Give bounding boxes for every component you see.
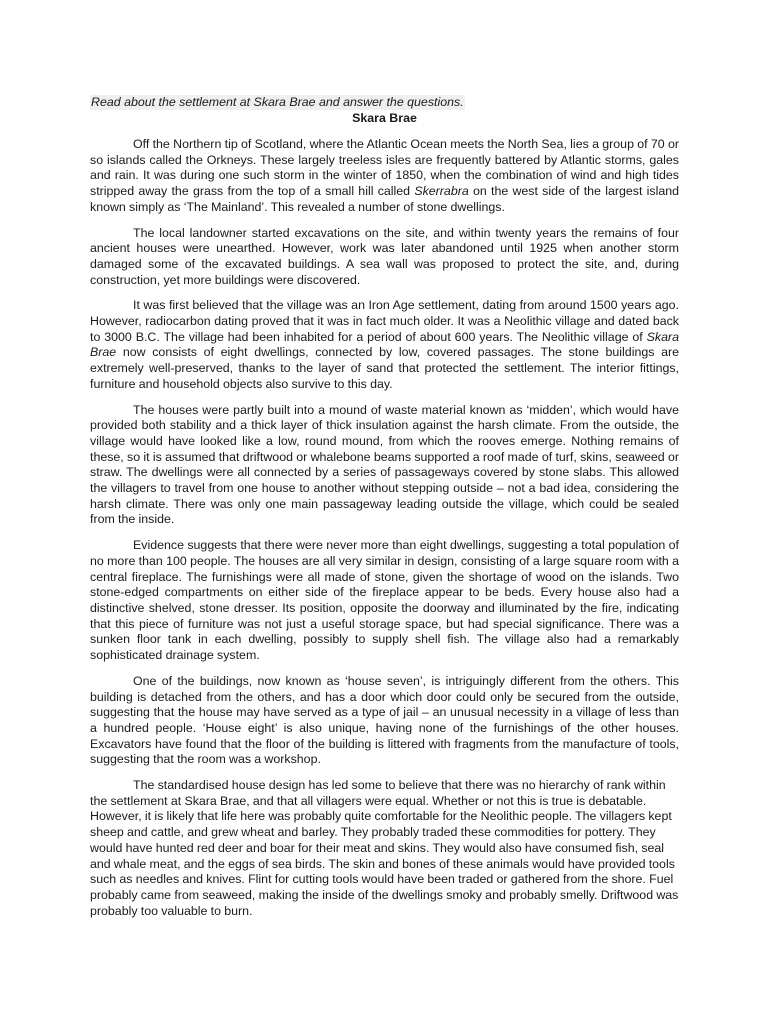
body-paragraph-4 (90, 403, 679, 529)
document-title: Skara Brae (352, 111, 417, 125)
body-paragraph-6 (90, 674, 679, 768)
instruction-line (90, 93, 679, 111)
instruction-text: Read about the settlement at Skara Brae and answer the questions. (91, 95, 464, 109)
paragraph-text: Evidence suggests that there were never more than eight dwellings, suggesting a total population of no more than 100 people. The houses are all very similar in design, consisting of a large square room with a central fireplace. The furnishings were all made of stone, given the shortage of wood on the islands. Two stone-edged compartments on either side of the fireplace appear to be beds. Every house also had a distinctive shelved, stone dresser. Its position, opposite the doorway and illuminated by the fire, indicating that this piece of furniture was not just a useful storage space, but had special significance. There was a sunken floor tank in each dwelling, possibly to supply shell fish. The village also had a remarkably sophisticated drainage system. (90, 538, 679, 663)
paragraph-text: The standardised house design has led some to believe that there was no hierarchy of rank within the settlement at Skara Brae, and that all villagers were equal. Whether or not this is true is debatable. However, it is likely that life here was probably quite comfortable for the Neolithic people. The villagers kept sheep and cattle, and grew wheat and barley. They probably traded these commodities for pottery. They would have hunted red deer and boar for their meat and skins. They would also have consumed fish, seal and whale meat, and the eggs of sea birds. The skin and bones of these animals would have provided tools such as needles and knives. Flint for cutting tools would have been traded or gathered from the shore. Fuel probably came from seaweed, making the inside of the dwellings smoky and probably smelly. Driftwood was probably too valuable to burn. (90, 778, 679, 918)
paragraph-text: It was first believed that the village was an Iron Age settlement, dating from around 1500 years ago. However, radiocarbon dating proved that it was in fact much older. It was a Neolithic village and dated back to 3000 B.C. The village had been inhabited for a period of about 600 years. The Neolithic village of (90, 298, 679, 344)
paragraph-text: The houses were partly built into a mound of waste material known as ‘midden’, which would have provided both stability and a thick layer of thick insulation against the harsh climate. From the outside, the village would have looked like a low, round mound, from which the rooves emerge. Nothing remains of these, so it is assumed that driftwood or whalebone beams supported a roof made of turf, skins, seaweed or straw. The dwellings were all connected by a series of passageways covered by stone slabs. This allowed the villagers to travel from one house to another without stepping outside – not a bad idea, considering the harsh climate. There was only one main passageway leading outside the village, which could be sealed from the inside. (90, 402, 679, 527)
body-paragraph-2 (90, 226, 679, 289)
paragraph-text: Off the Northern tip of Scotland, where the Atlantic Ocean meets the North Sea, lies a group of 70 or so islands called the Orkneys. These largely treeless isles are frequently battered by Atlantic storms, gales and rain. It was during one such storm in the winter of 1850, when the combination of wind and high tides stripped away the grass from the top of a small hill called (90, 137, 679, 199)
paragraph-text: The local landowner started excavations on the site, and within twenty years the remains of four ancient houses were unearthed. However, work was later abandoned until 1925 when another storm damaged some of the excavated buildings. A sea wall was proposed to protect the site, and, during construction, yet more buildings were discovered. (90, 225, 679, 287)
paragraph-text: now consists of eight dwellings, connected by low, covered passages. The stone buildings are extremely well-preserved, thanks to the layer of sand that protected the settlement. The interior fittings, furniture and household objects also survive to this day. (90, 345, 679, 391)
italic-term: Skara Brae (90, 329, 679, 360)
document-page (90, 93, 679, 929)
body-paragraph-3 (90, 298, 679, 392)
body-paragraph-5 (90, 538, 679, 664)
article-body (90, 137, 679, 919)
paragraph-text: One of the buildings, now known as ‘house seven’, is intriguingly different from the others. This building is detached from the others, and has a door which door could only be secured from the outside, suggesting that the house may have served as a type of jail – an unusual necessity in a village of less than a hundred people. ‘House eight’ is also unique, having none of the furnishings of the other houses. Excavators have found that the floor of the building is littered with fragments from the manufacture of tools, suggesting that the room was a workshop. (90, 673, 679, 767)
italic-term: Skerrabra (414, 184, 469, 199)
body-paragraph-7 (90, 778, 679, 919)
paragraph-text: on the west side of the largest island known simply as ‘The Mainland’. This revealed a number of stone dwellings. (90, 184, 679, 214)
body-paragraph-1 (90, 137, 679, 216)
